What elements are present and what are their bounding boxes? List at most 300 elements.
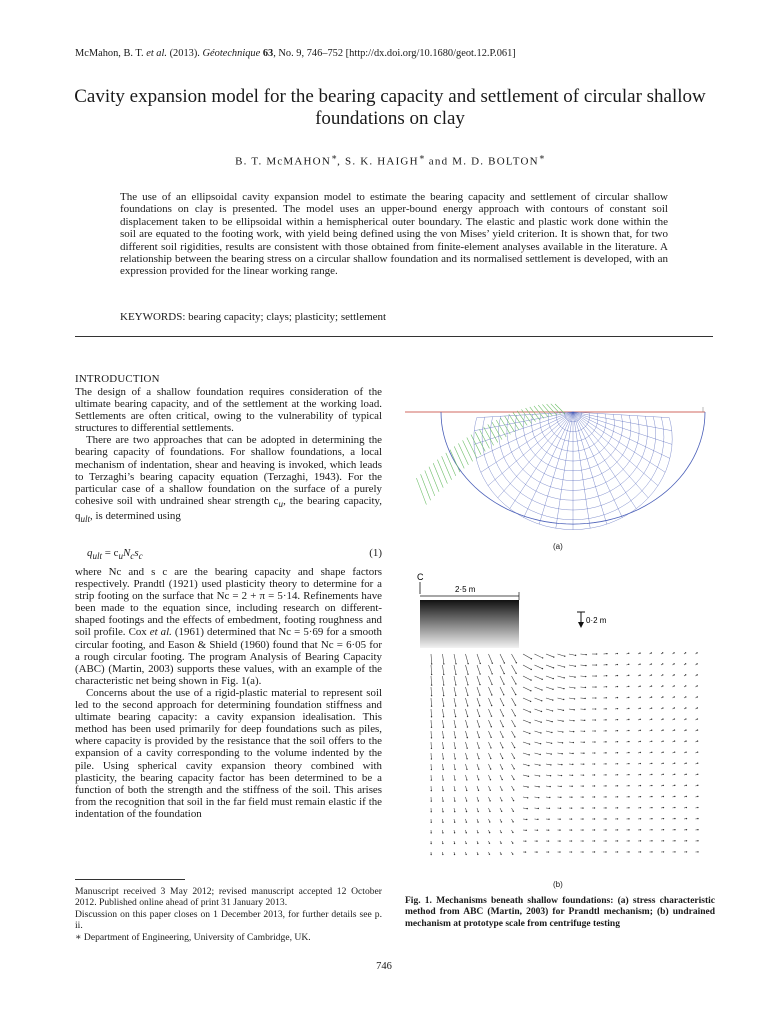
displacement-vector (500, 687, 504, 695)
vector-head (548, 819, 549, 820)
vector-head (455, 674, 456, 675)
vector-head (490, 768, 491, 769)
vector-head (640, 752, 641, 753)
stress-vector (463, 440, 473, 461)
vector-head (512, 832, 513, 833)
vector-head (697, 785, 698, 786)
displacement-vector (477, 775, 479, 780)
displacement-vector (500, 753, 503, 758)
stress-vector (429, 467, 439, 492)
vector-head (455, 684, 456, 685)
displacement-vector (431, 709, 432, 717)
stress-vector (551, 404, 561, 415)
displacement-vector (558, 687, 564, 689)
paper-title: Cavity expansion model for the bearing capacity and settlement of circular shallow foundations on clay (74, 86, 706, 129)
displacement-vector (466, 654, 469, 664)
vector-head (540, 732, 541, 733)
vector-head (553, 656, 554, 657)
vector-head (455, 726, 456, 727)
vector-head (617, 686, 618, 687)
vector-head (553, 678, 554, 679)
vector-head (516, 662, 517, 663)
vector-head (697, 729, 698, 730)
vector-head (685, 652, 686, 653)
vector-head (640, 719, 641, 720)
vector-head (467, 716, 468, 717)
vector-head (512, 821, 513, 822)
vector-head (651, 840, 652, 841)
displacement-vector (477, 720, 479, 727)
displacement-vector (512, 709, 516, 716)
vector-head (431, 811, 432, 812)
vector-head (551, 743, 552, 744)
vector-head (478, 800, 479, 801)
vector-head (466, 811, 467, 812)
vector-head (605, 807, 606, 808)
vector-head (541, 711, 542, 712)
vector-head (491, 684, 492, 685)
vector-head (663, 774, 664, 775)
vector-head (442, 800, 443, 801)
vector-head (540, 722, 541, 723)
displacement-vector (443, 764, 444, 769)
vector-head (560, 797, 561, 798)
vector-head (443, 663, 444, 664)
vector-head (582, 807, 583, 808)
vector-head (478, 747, 479, 748)
vector-head (536, 840, 537, 841)
vector-head (489, 811, 490, 812)
vector-head (466, 832, 467, 833)
vector-head (617, 741, 618, 742)
vector-head (673, 663, 674, 664)
displacement-vector (523, 742, 530, 744)
displacement-vector (558, 709, 564, 710)
vector-head (697, 774, 698, 775)
displacement-vector (523, 731, 530, 733)
vector-head (585, 698, 586, 699)
vector-head (502, 726, 503, 727)
displacement-vector (512, 687, 516, 695)
displacement-vector (523, 709, 530, 712)
displacement-vector (454, 764, 455, 769)
vector-head (552, 699, 553, 700)
displacement-vector (546, 720, 552, 722)
displacement-vector (546, 676, 553, 679)
displacement-vector (512, 753, 515, 758)
vector-head (526, 830, 527, 831)
vector-head (583, 763, 584, 764)
vector-head (674, 818, 675, 819)
left-column-bottom (75, 566, 382, 820)
displacement-vector (569, 698, 574, 699)
vector-head (617, 796, 618, 797)
displacement-vector (443, 709, 444, 717)
footnote-discussion: Discussion on this paper closes on 1 December 2013, for further details see p. ii. (75, 908, 382, 932)
eq-sub-ult: ult (92, 551, 103, 562)
displacement-vector (558, 665, 565, 667)
displacement-vector (477, 676, 480, 685)
displacement-vector (454, 720, 455, 727)
vector-head (585, 654, 586, 655)
vector-head (542, 657, 543, 658)
vector-head (696, 674, 697, 675)
displacement-vector (466, 731, 468, 738)
vector-head (605, 785, 606, 786)
displacement-vector (546, 687, 553, 689)
vector-head (582, 829, 583, 830)
displacement-vector (431, 665, 432, 675)
vector-head (431, 822, 432, 823)
vector-head (685, 740, 686, 741)
vector-head (549, 786, 550, 787)
displacement-vector (523, 797, 528, 798)
vector-head (491, 694, 492, 695)
vector-head (538, 808, 539, 809)
vector-head (541, 679, 542, 680)
issue-pages[interactable]: , No. 9, 746–752 [http://dx.doi.org/10.1680/geot.12.P.061] (273, 48, 516, 59)
vector-head (490, 779, 491, 780)
stress-vector (513, 412, 523, 427)
vector-head (617, 807, 618, 808)
vector-head (529, 722, 530, 723)
displacement-vector (443, 775, 444, 780)
vector-head (466, 821, 467, 822)
vector-head (697, 696, 698, 697)
vector-head (606, 686, 607, 687)
vector-head (585, 676, 586, 677)
vector-head (617, 664, 618, 665)
displacement-vector (535, 775, 540, 776)
displacement-vector (477, 687, 480, 695)
vector-head (563, 688, 564, 689)
vector-head (606, 675, 607, 676)
vector-head (571, 796, 572, 797)
eq-sub-c2: c (138, 551, 143, 562)
displacement-vector (512, 654, 517, 663)
vector-head (697, 851, 698, 852)
displacement-vector (512, 676, 516, 684)
displacement-vector (431, 687, 432, 696)
vector-head (454, 843, 455, 844)
vector-head (640, 796, 641, 797)
stress-vector (479, 429, 489, 448)
stress-vector (530, 407, 540, 420)
vector-head (628, 675, 629, 676)
vector-head (617, 851, 618, 852)
para2-sub-ult: ult (80, 514, 91, 525)
vector-head (466, 779, 467, 780)
displacement-vector (546, 753, 551, 754)
vector-head (628, 697, 629, 698)
vector-head (617, 752, 618, 753)
displacement-vector (466, 687, 468, 695)
vector-head (596, 664, 597, 665)
displacement-vector (512, 742, 515, 748)
vector-head (674, 696, 675, 697)
vector-head (513, 768, 514, 769)
displacement-vector (489, 720, 492, 727)
vector-head (674, 718, 675, 719)
displacement-vector (546, 698, 553, 700)
vector-head (605, 752, 606, 753)
vector-head (662, 652, 663, 653)
vector-head (674, 763, 675, 764)
vector-head (502, 758, 503, 759)
vector-head (513, 800, 514, 801)
vector-head (552, 689, 553, 690)
displacement-vector (500, 775, 502, 780)
vector-head (673, 652, 674, 653)
author-3: M. D. BOLTON (452, 155, 539, 168)
vector-head (651, 652, 652, 653)
vector-head (571, 807, 572, 808)
vector-head (605, 730, 606, 731)
stress-vector (454, 446, 464, 468)
vector-head (479, 684, 480, 685)
vector-head (617, 675, 618, 676)
vector-head (594, 730, 595, 731)
centerline-label: C (417, 572, 424, 582)
vector-head (697, 829, 698, 830)
vector-head (640, 840, 641, 841)
displacement-vector (454, 709, 456, 717)
vector-head (540, 754, 541, 755)
vector-head (501, 821, 502, 822)
vector-head (454, 790, 455, 791)
vector-head (501, 789, 502, 790)
vector-head (594, 774, 595, 775)
displacement-vector (500, 698, 504, 705)
vector-head (651, 796, 652, 797)
vector-head (442, 779, 443, 780)
figure-1b-label: (b) (553, 880, 563, 889)
vector-head (697, 763, 698, 764)
vector-head (503, 683, 504, 684)
vector-head (606, 664, 607, 665)
vector-head (454, 832, 455, 833)
displacement-vector (477, 742, 479, 748)
vector-head (594, 785, 595, 786)
vector-head (500, 854, 501, 855)
vector-head (467, 663, 468, 664)
displacement-vector (512, 665, 517, 673)
vector-head (442, 811, 443, 812)
footnotes (75, 886, 382, 943)
vector-head (530, 679, 531, 680)
displacement-vector (569, 720, 574, 721)
vector-head (628, 653, 629, 654)
scale-arrow-head (578, 622, 584, 628)
vector-head (489, 854, 490, 855)
vector-head (582, 785, 583, 786)
vector-head (527, 797, 528, 798)
vector-head (594, 763, 595, 764)
displacement-vector (443, 731, 444, 738)
vector-head (455, 695, 456, 696)
displacement-vector (500, 709, 503, 716)
author-1: B. T. McMAHON (235, 155, 331, 168)
stress-vector (442, 456, 452, 480)
vector-head (686, 807, 687, 808)
vector-head (443, 716, 444, 717)
vector-head (584, 720, 585, 721)
vector-head (663, 796, 664, 797)
vector-head (479, 705, 480, 706)
vector-head (467, 737, 468, 738)
vector-head (431, 758, 432, 759)
vector-head (564, 656, 565, 657)
vector-head (594, 851, 595, 852)
displacement-vector (500, 676, 504, 684)
vector-head (606, 697, 607, 698)
vector-head (628, 785, 629, 786)
vector-head (538, 797, 539, 798)
vector-head (640, 730, 641, 731)
abstract: The use of an ellipsoidal cavity expansion model to estimate the bearing capacity and settlement of circular shallow foundations on clay is presented. The model uses an upper-bound energy approach with contours of constant soil displacement taken to be ellipsoidal within a hemispherical outer boundary. The elastic and plastic work done within the soil are equated to the footing work, with yield being defined using the von Mises’ yield criterion. It is shown that, for two different soil rigidities, results are consistent with those obtained from finite-element analyses available in the literature. A relationship between the bearing stress on a circular shallow foundation and its normalised settlement is developed, with an expression provided for the linear working range. (120, 191, 668, 278)
vector-head (559, 818, 560, 819)
vector-head (538, 786, 539, 787)
vector-head (431, 800, 432, 801)
vector-head (551, 721, 552, 722)
vector-head (564, 677, 565, 678)
displacement-vector (443, 676, 444, 685)
vector-head (617, 829, 618, 830)
vector-head (525, 840, 526, 841)
footnote-received: Manuscript received 3 May 2012; revised manuscript accepted 12 October 2012. Published online ahead of print 31 January 2013. (75, 886, 382, 909)
vector-head (640, 818, 641, 819)
vector-head (584, 731, 585, 732)
citation-etal: et al. (146, 48, 167, 59)
vector-head (443, 674, 444, 675)
vector-head (605, 829, 606, 830)
vector-head (585, 665, 586, 666)
eq-sub-c1: c (130, 551, 135, 562)
displacement-vector (500, 665, 504, 674)
vector-head (685, 763, 686, 764)
figure-1a-drawing (405, 404, 705, 530)
vector-head (573, 731, 574, 732)
vector-head (502, 768, 503, 769)
displacement-vector (443, 720, 444, 727)
vector-head (617, 697, 618, 698)
displacement-vector (535, 720, 542, 722)
displacement-vector (569, 676, 575, 677)
vector-head (491, 705, 492, 706)
vector-head (431, 779, 432, 780)
vector-head (574, 687, 575, 688)
vector-head (606, 653, 607, 654)
displacement-vector (489, 709, 492, 716)
vector-head (455, 737, 456, 738)
stress-vector (496, 420, 506, 437)
vector-head (628, 763, 629, 764)
vector-head (663, 851, 664, 852)
displacement-vector (512, 720, 516, 726)
displacement-vector (500, 731, 503, 737)
vector-head (575, 655, 576, 656)
stress-vector (458, 443, 468, 465)
vector-head (530, 711, 531, 712)
vector-head (431, 684, 432, 685)
vector-head (594, 752, 595, 753)
vector-head (685, 663, 686, 664)
vector-head (502, 736, 503, 737)
vector-head (515, 704, 516, 705)
displacement-vector (500, 742, 503, 748)
vector-head (628, 818, 629, 819)
vector-head (513, 779, 514, 780)
displacement-vector (569, 687, 575, 688)
vector-head (467, 695, 468, 696)
vector-head (559, 851, 560, 852)
vector-head (582, 840, 583, 841)
vector-head (563, 710, 564, 711)
vector-head (651, 663, 652, 664)
vector-head (443, 769, 444, 770)
displacement-vector (558, 654, 565, 656)
vector-head (663, 763, 664, 764)
vector-head (553, 667, 554, 668)
vector-head (639, 663, 640, 664)
vector-head (686, 829, 687, 830)
displacement-vector (443, 665, 444, 674)
displacement-vector (489, 687, 492, 695)
displacement-vector (431, 654, 432, 664)
displacement-vector (581, 676, 586, 677)
vector-head (685, 729, 686, 730)
vector-head (697, 707, 698, 708)
vector-head (605, 851, 606, 852)
vector-head (442, 843, 443, 844)
vector-head (479, 673, 480, 674)
vector-head (477, 843, 478, 844)
vector-head (501, 800, 502, 801)
displacement-vector (454, 654, 456, 664)
vector-head (595, 719, 596, 720)
vector-head (574, 698, 575, 699)
stress-vector (555, 404, 565, 414)
displacement-vector (431, 676, 432, 685)
vector-head (595, 686, 596, 687)
vector-head (605, 763, 606, 764)
vector-head (582, 851, 583, 852)
vector-head (662, 718, 663, 719)
vector-head (540, 743, 541, 744)
vector-head (490, 758, 491, 759)
vector-head (594, 807, 595, 808)
vector-head (628, 840, 629, 841)
vector-head (571, 818, 572, 819)
displacement-vector (523, 764, 529, 766)
stress-vector (521, 409, 531, 423)
vector-head (674, 774, 675, 775)
vector-head (696, 652, 697, 653)
vector-head (431, 727, 432, 728)
displacement-vector (477, 753, 479, 759)
eq-equals-c: = c (102, 547, 119, 559)
displacement-vector (558, 731, 563, 732)
author-list (60, 152, 720, 168)
vector-head (527, 808, 528, 809)
vector-head (503, 673, 504, 674)
vector-head (491, 715, 492, 716)
vector-head (431, 716, 432, 717)
vector-head (502, 747, 503, 748)
vector-head (594, 818, 595, 819)
displacement-vector (535, 786, 540, 787)
vector-head (430, 832, 431, 833)
